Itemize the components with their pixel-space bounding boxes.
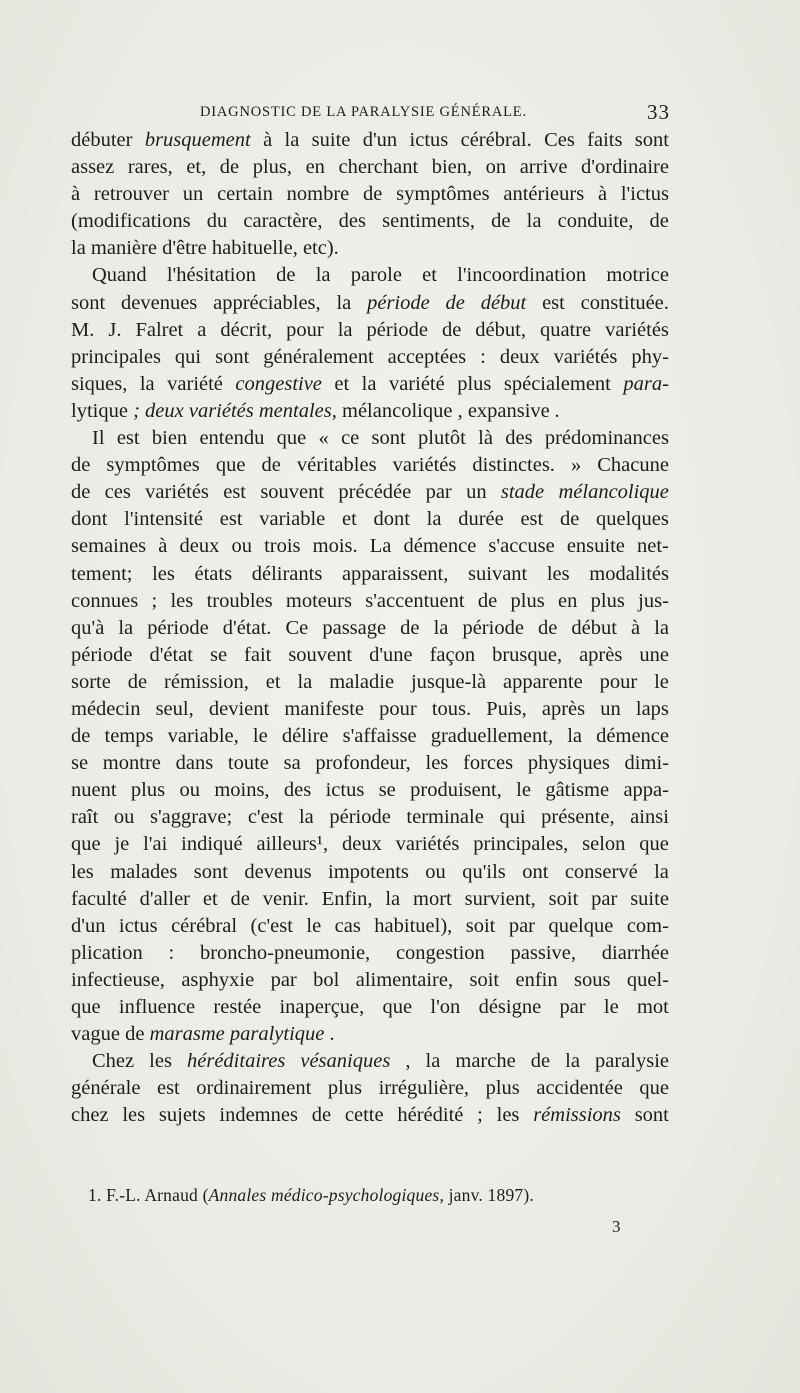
footnote-author: F.-L. Arnaud — [106, 1185, 199, 1205]
text-line: faculté d'aller et de venir. Enfin, la mort survient, soit par suite — [71, 887, 669, 910]
text-line: Chez les héréditaires vésaniques , la marche de la paralysie — [92, 1050, 669, 1073]
text-line: semaines à deux ou trois mois. La démence s'accuse ensuite net- — [71, 535, 669, 558]
text-line: dont l'intensité est variable et dont la durée est de quelques — [71, 508, 669, 531]
text-line: plication : broncho-pneumonie, congestion passive, diarrhée — [71, 941, 669, 964]
text-line: période d'état se fait souvent d'une façon brusque, après une — [71, 643, 669, 666]
text-line: principales qui sont généralement acceptées : deux variétés phy- — [71, 345, 669, 368]
page-number: 33 — [647, 100, 670, 124]
footnote: 1. F.-L. Arnaud (Annales médico-psychologiques, janv. 1897). — [88, 1185, 534, 1205]
footnote-date: janv. 1897). — [448, 1185, 534, 1205]
text-line: assez rares, et, de plus, en cherchant bien, on arrive d'ordinaire — [71, 156, 669, 179]
text-line: que influence restée inaperçue, que l'on désigne par le mot — [71, 996, 669, 1018]
text-line: tement; les états délirants apparaissent, suivant les modalités — [71, 562, 669, 585]
text-line: la manière d'être habituelle, etc). — [71, 237, 339, 260]
text-line: à retrouver un certain nombre de symptômes antérieurs à l'ictus — [71, 183, 669, 206]
text-line: (modifications du caractère, des sentiments, de la conduite, de — [71, 210, 669, 233]
body-text — [71, 127, 669, 1129]
text-line: lytique ; deux variétés mentales, mélancolique , expansive . — [71, 399, 561, 422]
text-line: se montre dans toute sa profondeur, les forces physiques dimi- — [71, 752, 669, 775]
footnote-number: 1. — [88, 1185, 102, 1205]
text-line: siques, la variété congestive et la variété plus spécialement para- — [71, 372, 669, 395]
text-line: de symptômes que de véritables variétés distinctes. » Chacune — [71, 454, 669, 477]
text-line: infectieuse, asphyxie par bol alimentaire, soit enfin sous quel- — [71, 968, 669, 991]
text-line: nuent plus ou moins, des ictus se produisent, le gâtisme appa- — [71, 779, 669, 802]
text-line: sorte de rémission, et la maladie jusque-là apparente pour le — [71, 670, 669, 693]
text-line: chez les sujets indemnes de cette hérédité ; les rémissions sont — [71, 1104, 669, 1127]
text-line: qu'à la période d'état. Ce passage de la période de début à la — [71, 616, 669, 639]
text-line: d'un ictus cérébral (c'est le cas habituel), soit par quelque com- — [71, 914, 669, 937]
text-line: médecin seul, devient manifeste pour tous. Puis, après un laps — [71, 697, 669, 720]
text-line: Quand l'hésitation de la parole et l'incoordination motrice — [92, 264, 669, 287]
text-line: de ces variétés est souvent précédée par un stade mélancolique — [71, 481, 669, 504]
signature-mark: 3 — [612, 1217, 621, 1236]
running-title: DIAGNOSTIC DE LA PARALYSIE GÉNÉRALE. — [200, 104, 527, 120]
text-line: raît ou s'aggrave; c'est la période terminale qui présente, ainsi — [71, 806, 669, 829]
text-line: sont devenues appréciables, la période de début est constituée. — [71, 291, 669, 314]
text-line: M. J. Falret a décrit, pour la période de début, quatre variétés — [71, 318, 669, 341]
text-line: les malades sont devenus impotents ou qu'ils ont conservé la — [71, 860, 669, 883]
text-line: vague de marasme paralytique . — [71, 1023, 335, 1046]
text-line: de temps variable, le délire s'affaisse graduellement, la démence — [71, 725, 669, 748]
text-line: que je l'ai indiqué ailleurs¹, deux variétés principales, selon que — [71, 833, 669, 856]
text-line: connues ; les troubles moteurs s'accentuent de plus en plus jus- — [71, 589, 669, 612]
text-line: générale est ordinairement plus irrégulière, plus accidentée que — [71, 1077, 669, 1100]
text-line: débuter brusquement à la suite d'un ictus cérébral. Ces faits sont — [71, 129, 669, 151]
text-line: Il est bien entendu que « ce sont plutôt là des prédominances — [92, 427, 669, 450]
footnote-source: Annales médico-psychologiques — [208, 1185, 440, 1205]
